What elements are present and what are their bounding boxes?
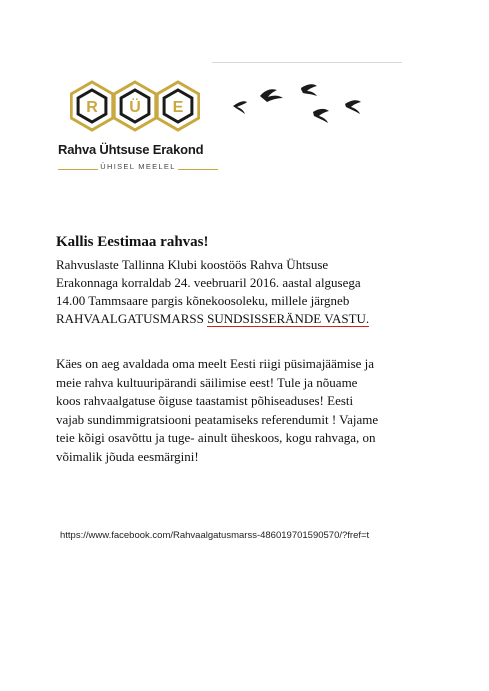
swallows-icon: [225, 78, 390, 138]
party-logo: [58, 70, 218, 180]
tagline-divider-right: [178, 169, 218, 170]
event-line: Erakonnaga korraldab 24. veebruaril 2016. aastal algusega: [56, 275, 361, 290]
event-paragraph: [56, 256, 436, 328]
logo-letter: R: [86, 99, 98, 116]
logo-letter: E: [172, 99, 184, 116]
appeal-paragraph: [56, 355, 436, 466]
party-name: Rahva Ühtsuse Erakond: [58, 142, 204, 157]
party-tagline: ÜHISEL MEELEL: [100, 162, 176, 171]
event-line-final: [56, 310, 436, 328]
tagline-divider-left: [58, 169, 98, 170]
event-line: Rahvuslaste Tallinna Klubi koostöös Rahva Ühtsuse: [56, 257, 329, 272]
march-slogan: SUNDSISSERÄNDE VASTU.: [207, 311, 370, 326]
appeal-line: teie kõigi osavõttu ja tuge- ainult üheskoos, kogu rahvaga, on: [56, 430, 376, 445]
appeal-line: koos rahvaalgatuse õiguse taastamist põhiseaduses! Eesti: [56, 393, 354, 408]
tagline-row: [58, 162, 218, 176]
hexagon-letters-icon: [70, 70, 200, 142]
event-line: 14.00 Tammsaare pargis kõnekoosoleku, millele järgneb: [56, 293, 350, 308]
appeal-line: Käes on aeg avaldada oma meelt Eesti riigi püsimajäämise ja: [56, 356, 375, 371]
greeting-heading: Kallis Eestimaa rahvas!: [56, 234, 209, 250]
march-title: RAHVAALGATUSMARSS: [56, 311, 208, 326]
header-rule: [212, 62, 402, 63]
appeal-line: vajab sundimmigratsiooni peatamiseks referendumit ! Vajame: [56, 411, 379, 427]
logo-letter: Ü: [129, 99, 141, 116]
facebook-link[interactable]: https://www.facebook.com/Rahvaalgatusmarss-486019701590570/?fref=t: [60, 530, 370, 541]
appeal-line: võimalik jõuda eesmärgini!: [56, 448, 199, 464]
appeal-line: meie rahva kultuuripärandi säilimise eest! Tule ja nõuame: [56, 374, 358, 390]
